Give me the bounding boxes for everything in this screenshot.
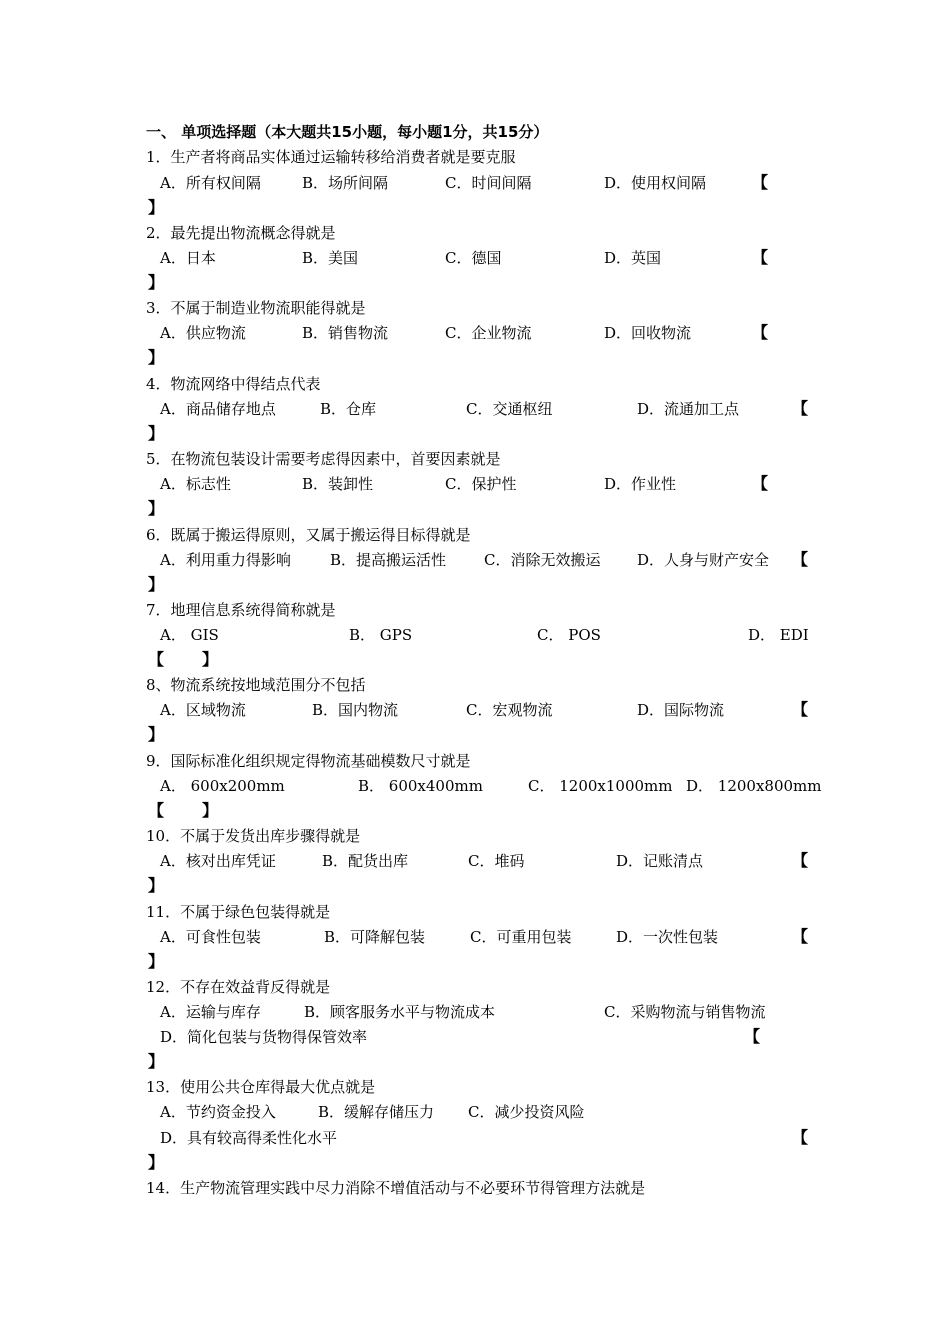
- answer-bracket-open: 【: [148, 650, 165, 669]
- answer-bracket-close: 】: [148, 952, 165, 971]
- q3-option-d: D．回收物流: [604, 324, 692, 342]
- q2-option-d: D．英国: [604, 249, 662, 267]
- answer-bracket-close: 】: [148, 499, 165, 518]
- q7-option-d: D． EDI: [748, 626, 809, 644]
- question-11-stem: 11．不属于绿色包装得就是: [146, 903, 331, 921]
- q8-option-c: C．宏观物流: [466, 701, 553, 719]
- q5-option-a: A．标志性: [160, 475, 231, 493]
- q13-option-c: C．减少投资风险: [468, 1103, 585, 1121]
- question-8-stem: 8、物流系统按地域范围分不包括: [146, 676, 366, 694]
- question-4-stem: 4．物流网络中得结点代表: [146, 375, 321, 393]
- q2-option-a: A．日本: [160, 249, 216, 267]
- q11-option-d: D．一次性包装: [616, 928, 719, 946]
- q10-option-a: A．核对出库凭证: [160, 852, 276, 870]
- answer-bracket-open: 【: [792, 550, 809, 569]
- q8-option-b: B．国内物流: [312, 701, 399, 719]
- answer-bracket-open: 【: [792, 927, 809, 946]
- q7-option-c: C． POS: [537, 626, 601, 644]
- q9-option-b: B． 600x400mm: [358, 777, 483, 795]
- q9-option-c: C． 1200x1000mm: [528, 777, 673, 795]
- answer-bracket-open: 【: [792, 1128, 809, 1147]
- answer-bracket-close: 】: [148, 575, 165, 594]
- q11-option-a: A．可食性包装: [160, 928, 261, 946]
- answer-bracket-close: 】: [148, 725, 165, 744]
- q2-option-c: C．德国: [445, 249, 502, 267]
- q1-option-c: C．时间间隔: [445, 174, 532, 192]
- q5-option-d: D．作业性: [604, 475, 677, 493]
- answer-bracket-close: 】: [148, 1153, 165, 1172]
- q11-option-b: B．可降解包装: [324, 928, 426, 946]
- question-12-stem: 12．不存在效益背反得就是: [146, 978, 331, 996]
- question-2-stem: 2．最先提出物流概念得就是: [146, 224, 336, 242]
- q6-option-a: A．利用重力得影响: [160, 551, 291, 569]
- question-7-stem: 7．地理信息系统得简称就是: [146, 601, 336, 619]
- q2-option-b: B．美国: [302, 249, 359, 267]
- answer-bracket-close: 】: [148, 1052, 165, 1071]
- answer-bracket-open: 【: [148, 801, 165, 820]
- q13-option-d: D．具有较高得柔性化水平: [160, 1129, 338, 1147]
- question-6-stem: 6．既属于搬运得原则，又属于搬运得目标得就是: [146, 526, 471, 544]
- q6-option-b: B．提高搬运活性: [330, 551, 447, 569]
- q1-option-a: A．所有权间隔: [160, 174, 261, 192]
- question-9-stem: 9．国际标准化组织规定得物流基础模数尺寸就是: [146, 752, 471, 770]
- q12-option-a: A．运输与库存: [160, 1003, 261, 1021]
- q4-option-d: D．流通加工点: [637, 400, 740, 418]
- answer-bracket-open: 【: [752, 474, 769, 493]
- question-3-stem: 3．不属于制造业物流职能得就是: [146, 299, 366, 317]
- q6-option-c: C．消除无效搬运: [484, 551, 601, 569]
- q3-option-c: C．企业物流: [445, 324, 532, 342]
- q3-option-a: A．供应物流: [160, 324, 246, 342]
- q8-option-d: D．国际物流: [637, 701, 725, 719]
- answer-bracket-open: 【: [752, 173, 769, 192]
- q8-option-a: A．区域物流: [160, 701, 246, 719]
- q3-option-b: B．销售物流: [302, 324, 389, 342]
- answer-bracket-close: 】: [148, 424, 165, 443]
- q5-option-c: C．保护性: [445, 475, 517, 493]
- answer-bracket-open: 【: [792, 700, 809, 719]
- q10-option-d: D．记账清点: [616, 852, 704, 870]
- q12-option-b: B．顾客服务水平与物流成本: [304, 1003, 496, 1021]
- question-1-stem: 1．生产者将商品实体通过运输转移给消费者就是要克服: [146, 148, 516, 166]
- answer-bracket-open: 【: [792, 851, 809, 870]
- answer-bracket-close: 】: [148, 273, 165, 292]
- q13-option-a: A．节约资金投入: [160, 1103, 276, 1121]
- answer-bracket-close: 】: [202, 650, 219, 669]
- q4-option-b: B．仓库: [320, 400, 377, 418]
- answer-bracket-close: 】: [148, 348, 165, 367]
- q1-option-d: D．使用权间隔: [604, 174, 707, 192]
- q9-option-d: D． 1200x800mm: [686, 777, 822, 795]
- answer-bracket-close: 】: [148, 876, 165, 895]
- answer-bracket-open: 【: [752, 248, 769, 267]
- q12-option-d: D．简化包装与货物得保管效率: [160, 1028, 368, 1046]
- q6-option-d: D．人身与财产安全: [637, 551, 770, 569]
- q9-option-a: A． 600x200mm: [160, 777, 285, 795]
- q10-option-c: C．堆码: [468, 852, 525, 870]
- question-13-stem: 13．使用公共仓库得最大优点就是: [146, 1078, 376, 1096]
- q13-option-b: B．缓解存储压力: [318, 1103, 435, 1121]
- q4-option-c: C．交通枢纽: [466, 400, 553, 418]
- question-5-stem: 5．在物流包装设计需要考虑得因素中，首要因素就是: [146, 450, 501, 468]
- question-14-stem: 14．生产物流管理实践中尽力消除不增值活动与不必要环节得管理方法就是: [146, 1179, 646, 1197]
- answer-bracket-close: 】: [202, 801, 219, 820]
- section-title: 一、 单项选择题（本大题共15小题，每小题1分，共15分）: [146, 123, 549, 141]
- q12-option-c: C．采购物流与销售物流: [604, 1003, 766, 1021]
- q1-option-b: B．场所间隔: [302, 174, 389, 192]
- q10-option-b: B．配货出库: [322, 852, 409, 870]
- q11-option-c: C．可重用包装: [470, 928, 572, 946]
- q5-option-b: B．装卸性: [302, 475, 374, 493]
- answer-bracket-open: 【: [752, 323, 769, 342]
- answer-bracket-open: 【: [792, 399, 809, 418]
- answer-bracket-open: 【: [744, 1027, 761, 1046]
- q7-option-a: A． GIS: [160, 626, 219, 644]
- q4-option-a: A．商品储存地点: [160, 400, 276, 418]
- question-10-stem: 10．不属于发货出库步骤得就是: [146, 827, 361, 845]
- answer-bracket-close: 】: [148, 198, 165, 217]
- q7-option-b: B． GPS: [349, 626, 413, 644]
